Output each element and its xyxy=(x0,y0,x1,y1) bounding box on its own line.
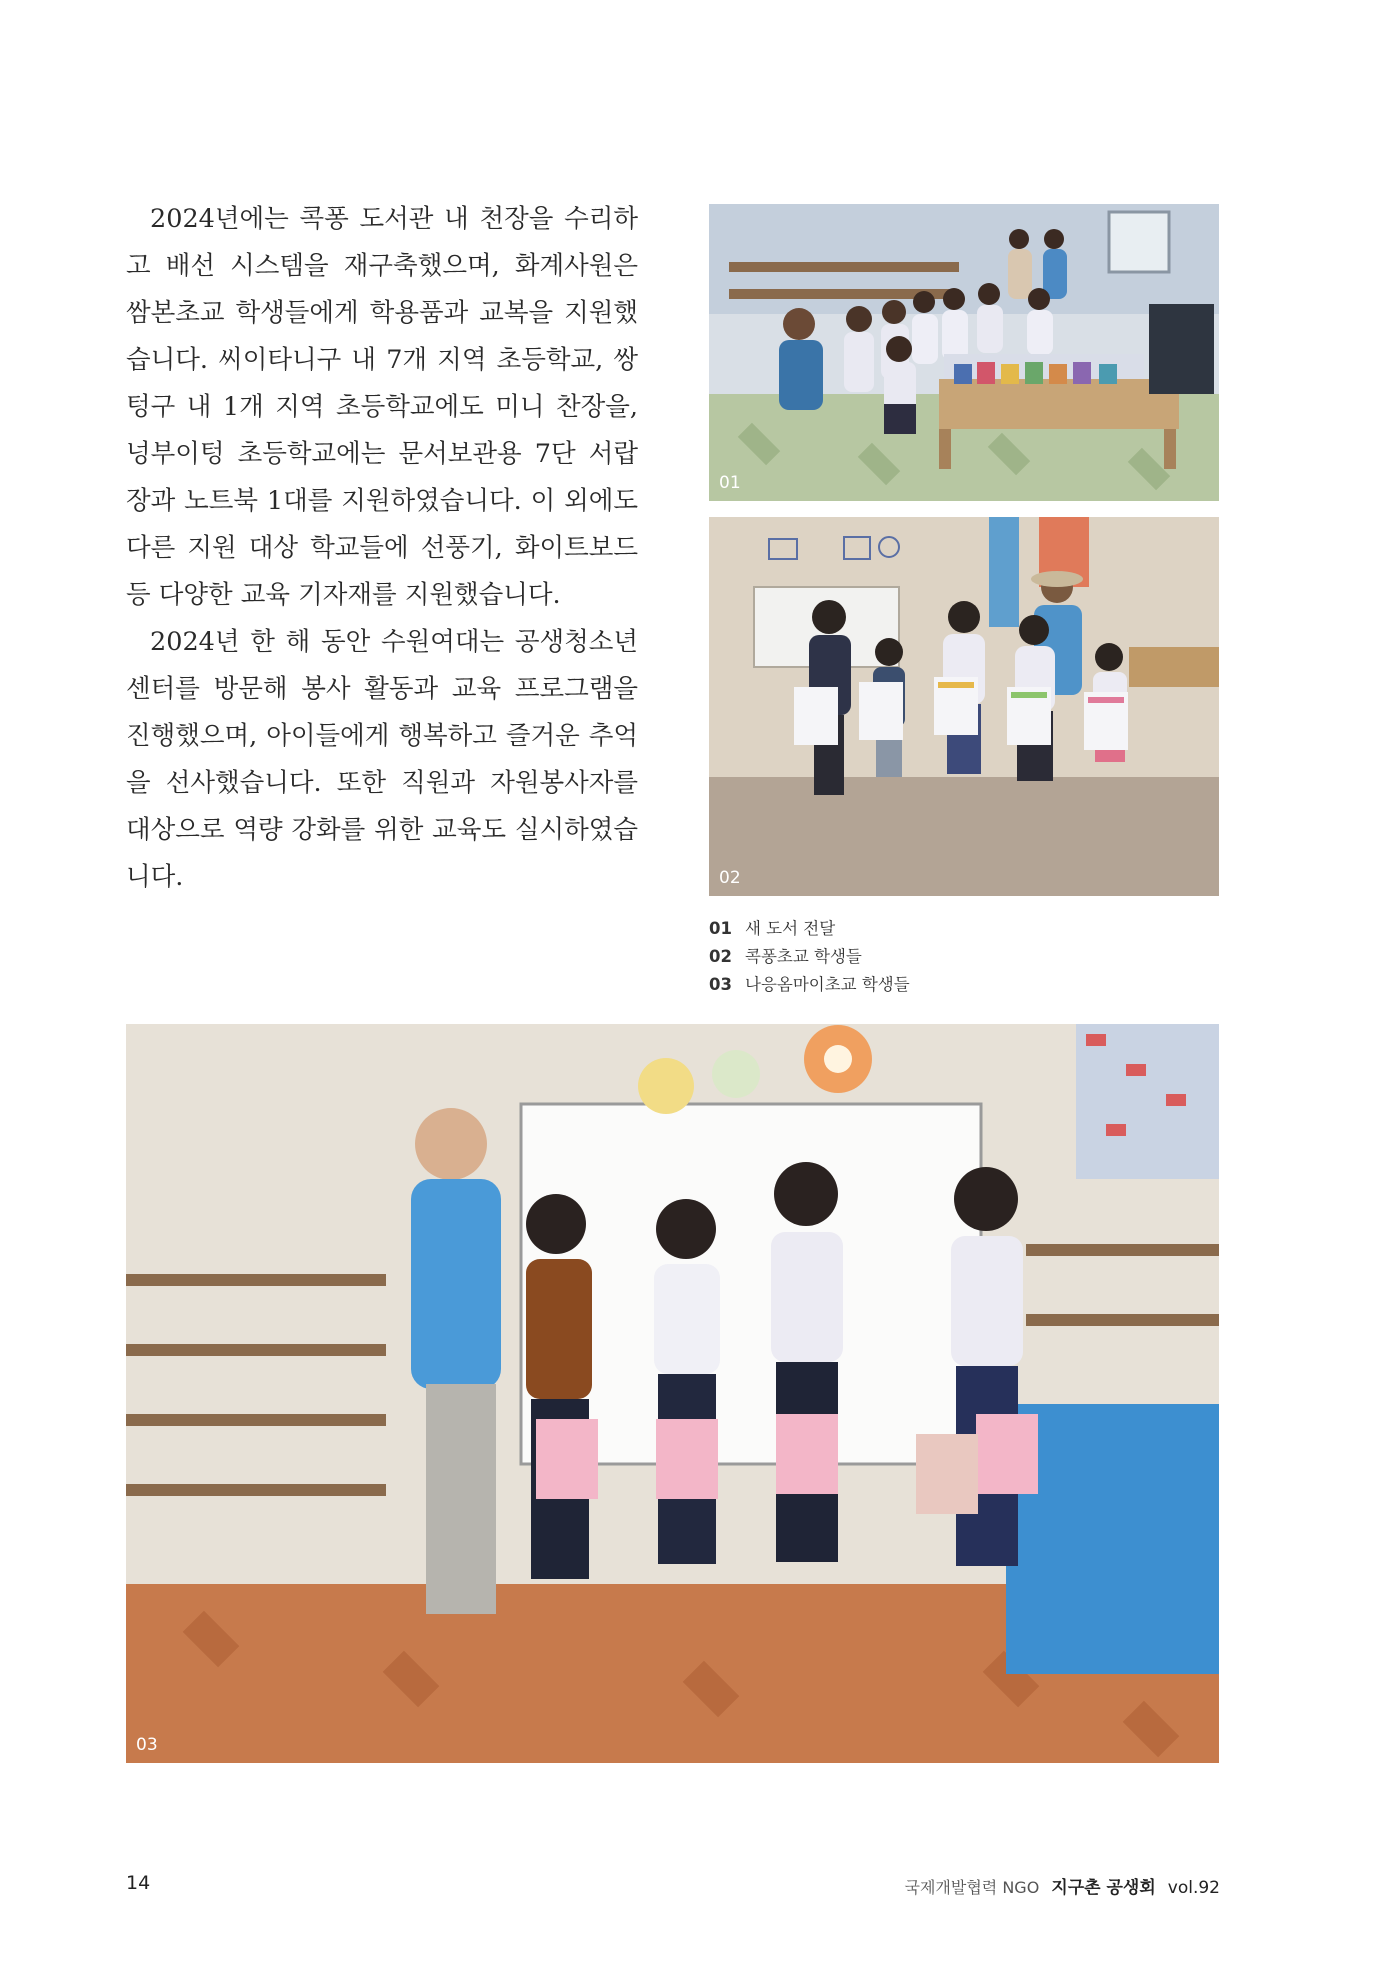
paragraph-1: 2024년에는 콕퐁 도서관 내 천장을 수리하고 배선 시스템을 재구축했으며, 화계사원은 쌈본초교 학생들에게 학용품과 교복을 지원했습니다. 씨이타니구 내 7개 지역 초등학교, 쌍텅구 내 1개 지역 초등학교에도 미니 찬장을, 넝부이텅 초등학교에는 문서보관용 7단 서랍장과 노트북 1대를 지원하였습니다. 이 외에도 다른 지원 대상 학교들에 선풍기, 화이트보드 등 다양한 교육 기자재를 지원했습니다. xyxy=(126,204,638,610)
photo-naeungommai-students xyxy=(126,1024,1219,1763)
caption-3 xyxy=(709,971,1219,999)
footer-volume: vol.92 xyxy=(1167,1878,1220,1898)
caption-1 xyxy=(709,915,1219,943)
page-number: 14 xyxy=(126,1872,151,1894)
footer-magazine: 지구촌 공생회 xyxy=(1051,1878,1156,1898)
caption-text: 나응옴마이초교 학생들 xyxy=(745,975,910,994)
paragraph-2: 2024년 한 해 동안 수원여대는 공생청소년센터를 방문해 봉사 활동과 교육 프로그램을 진행했으며, 아이들에게 행복하고 즐거운 추억을 선사했습니다. 또한 직원과 자원봉사자를 대상으로 역량 강화를 위한 교육도 실시하였습니다. xyxy=(126,627,638,892)
caption-2 xyxy=(709,943,1219,971)
photo-number: 03 xyxy=(136,1735,158,1755)
article-body xyxy=(126,196,638,901)
photo-number: 01 xyxy=(719,473,741,493)
caption-text: 새 도서 전달 xyxy=(745,919,836,938)
caption-number: 03 xyxy=(709,975,732,994)
photo-captions xyxy=(709,915,1219,999)
caption-number: 01 xyxy=(709,919,732,938)
footer-org: 국제개발협력 NGO xyxy=(904,1878,1040,1897)
caption-text: 콕퐁초교 학생들 xyxy=(745,947,862,966)
footer-publication xyxy=(905,1873,1220,1898)
photo-new-books-delivery xyxy=(709,204,1219,501)
caption-number: 02 xyxy=(709,947,732,966)
photo-kokphong-students xyxy=(709,517,1219,896)
photo-number: 02 xyxy=(719,868,741,888)
